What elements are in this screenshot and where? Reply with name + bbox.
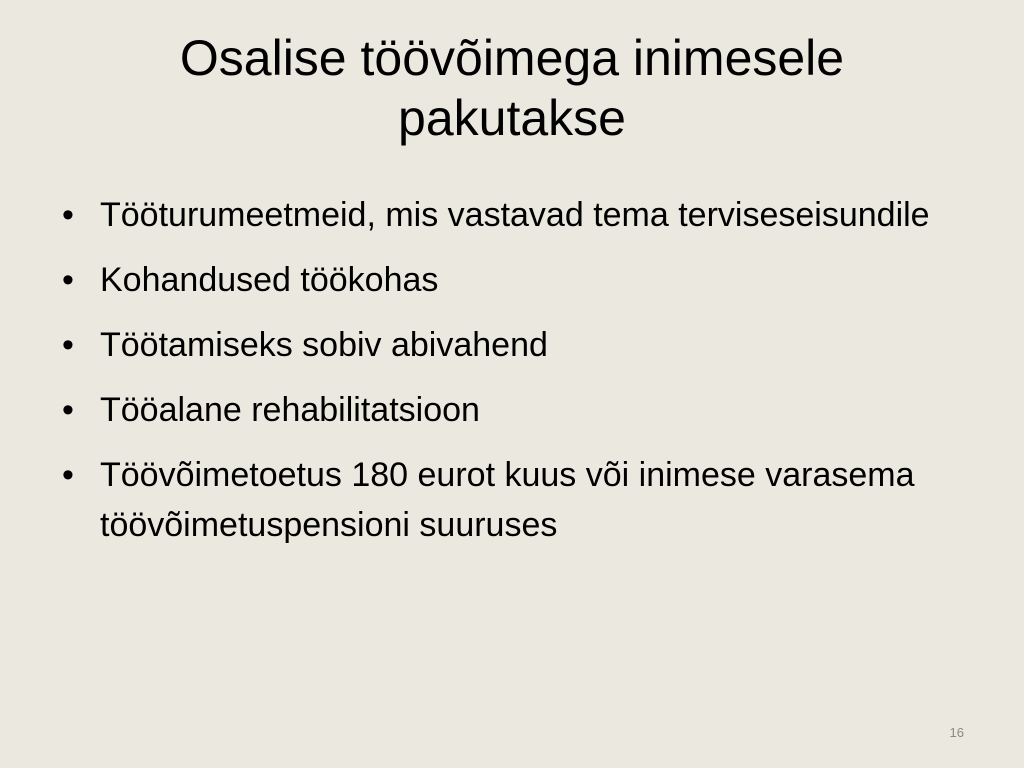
bullet-item [58,385,958,435]
slide-title: Osalise töövõimega inimesele pakutakse [179,30,845,146]
bullet-text: Tööalane rehabilitatsioon [100,391,480,429]
bullet-item [58,190,958,240]
bullet-icon: • [62,261,74,299]
bullet-icon: • [62,391,74,429]
bullet-icon: • [62,456,74,494]
bullet-icon: • [62,326,74,364]
bullet-icon: • [62,196,74,234]
bullet-text: Töövõimetoetus 180 eurot kuus või inimese varasema töövõimetuspensioni suuruses [100,456,915,544]
bullet-item [58,255,958,305]
bullet-text: Tööturumeetmeid, mis vastavad tema terviseseisundile [100,196,930,234]
bullet-item [58,450,958,550]
bullet-item [58,320,958,370]
bullet-text: Töötamiseks sobiv abivahend [100,326,548,364]
bullet-list [58,190,958,565]
bullet-text: Kohandused töökohas [100,261,439,299]
slide-number: 16 [949,725,964,740]
